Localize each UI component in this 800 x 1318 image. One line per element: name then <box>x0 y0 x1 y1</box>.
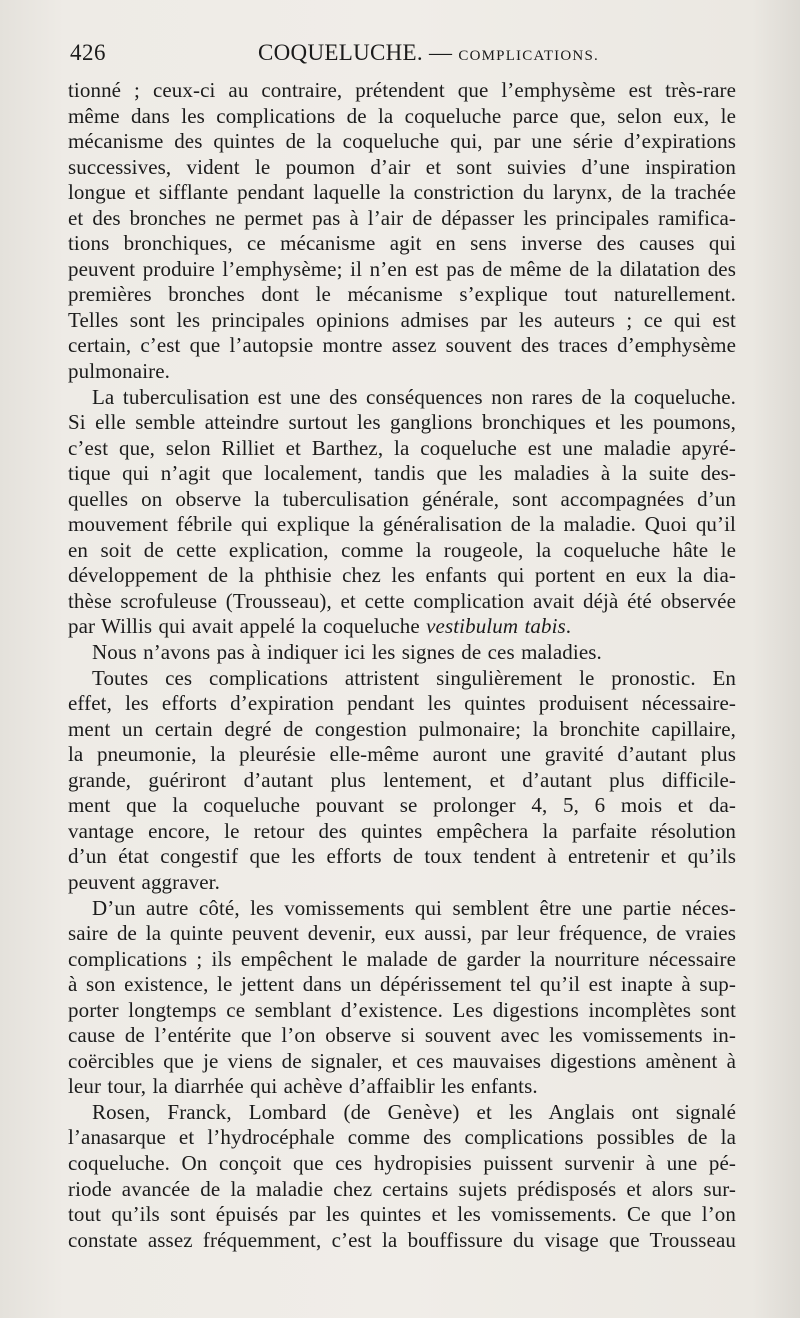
text-line <box>68 104 736 130</box>
text-line-content: cause de l’entérite que l’on observe si souvent avec les vomissements in- <box>68 1023 736 1048</box>
text-line-content: peuvent produire l’emphysème; il n’en est pas de même de la dilatation des <box>68 256 736 281</box>
text-line <box>68 333 736 359</box>
text-line <box>68 691 736 717</box>
text-line <box>68 257 736 283</box>
text-line-content: peuvent aggraver. <box>68 869 220 894</box>
text-line <box>68 155 736 181</box>
text-line-content: porter longtemps ce semblant d’existence. Les digestions incomplètes sont <box>68 997 736 1022</box>
text-line-content: la pneumonie, la pleurésie elle-même auront une gravité d’autant plus <box>68 742 736 767</box>
text-line <box>68 359 736 385</box>
text-line-content: certain, c’est que l’autopsie montre assez souvent des traces d’emphysème <box>68 333 736 358</box>
text-line <box>68 1125 736 1151</box>
text-line-content: Rosen, Franck, Lombard (de Genève) et les Anglais ont signalé <box>92 1099 736 1124</box>
running-head-section: COMPLICATIONS. <box>458 48 599 64</box>
text-line-content: ment que la coqueluche pouvant se prolonger 4, 5, 6 mois et da- <box>68 793 736 818</box>
text-line-content: tique qui n’agit que localement, tandis que les maladies à la suite des- <box>68 461 736 486</box>
text-line-content: même dans les complications de la coqueluche parce que, selon eux, le <box>68 103 736 128</box>
text-line-content: complications ; ils empêchent le malade de garder la nourriture nécessaire <box>68 946 736 971</box>
text-line <box>68 282 736 308</box>
text-line <box>68 436 736 462</box>
text-line-content: leur tour, la diarrhée qui achève d’affaiblir les enfants. <box>68 1074 538 1099</box>
text-line-content: constate assez fréquemment, c’est la bouffissure du visage que Trousseau <box>68 1227 736 1252</box>
text-line <box>68 589 736 615</box>
text-line <box>68 896 736 922</box>
text-line-content: thèse scrofuleuse (Trousseau), et cette complication avait déjà été observée <box>68 588 736 613</box>
text-line <box>68 921 736 947</box>
text-line <box>68 793 736 819</box>
text-line-content: Nous n’avons pas à indiquer ici les signes de ces maladies. <box>92 640 602 665</box>
text-line <box>68 640 736 666</box>
text-line <box>68 844 736 870</box>
text-line-content: tions bronchiques, ce mécanisme agit en sens inverse des causes qui <box>68 231 736 256</box>
text-line-content: coërcibles que je viens de signaler, et ces mauvaises digestions amènent à <box>68 1048 736 1073</box>
text-line <box>68 1074 736 1100</box>
text-line-content: La tuberculisation est une des conséquences non rares de la coqueluche. <box>92 384 736 409</box>
text-line <box>68 614 736 640</box>
text-line <box>68 461 736 487</box>
text-line <box>68 1202 736 1228</box>
text-line-content: D’un autre côté, les vomissements qui semblent être une partie néces- <box>92 895 736 920</box>
text-line <box>68 972 736 998</box>
running-head-separator: — <box>429 40 453 65</box>
italic-term: vestibulum tabis <box>426 614 566 639</box>
text-line <box>68 717 736 743</box>
text-line-content: d’un état congestif que les efforts de toux tendent à entretenir et qu’ils <box>68 844 736 869</box>
text-line-content: tionné ; ceux-ci au contraire, prétendent que l’emphysème est très-rare <box>68 78 736 102</box>
text-line <box>68 1228 736 1254</box>
text-line <box>68 78 736 104</box>
text-line <box>68 487 736 513</box>
page-number: 426 <box>70 40 106 65</box>
text-line <box>68 206 736 232</box>
text-line-content: coqueluche. On conçoit que ces hydropisies puissent survenir à une pé- <box>68 1150 736 1175</box>
page-header <box>68 40 740 70</box>
text-line-content: effet, les efforts d’expiration pendant les quintes produisent nécessaire- <box>68 691 736 716</box>
text-line <box>68 231 736 257</box>
text-line <box>68 308 736 334</box>
text-line <box>68 819 736 845</box>
text-line <box>68 512 736 538</box>
text-line-content: en soit de cette explication, comme la rougeole, la coqueluche hâte le <box>68 537 736 562</box>
text-line-content: à son existence, le jettent dans un dépérissement tel qu’il est inapte à sup- <box>68 972 736 997</box>
text-line <box>68 947 736 973</box>
text-line-content: grande, guériront d’autant plus lentement, et d’autant plus difficile- <box>68 767 736 792</box>
text-line <box>68 870 736 896</box>
text-line-content: premières bronches dont le mécanisme s’explique tout naturellement. <box>68 282 736 307</box>
text-line-content: Telles sont les principales opinions admises par les auteurs ; ce qui est <box>68 307 736 332</box>
running-head <box>258 40 599 66</box>
text-line <box>68 1049 736 1075</box>
text-line <box>68 1151 736 1177</box>
text-line-content: et des bronches ne permet pas à l’air de dépasser les principales ramifica- <box>68 205 736 230</box>
text-line-content: ment un certain degré de congestion pulmonaire; la bronchite capillaire, <box>68 716 736 741</box>
text-line-content: successives, vident le poumon d’air et sont suivies d’une inspiration <box>68 154 736 179</box>
text-line-content: riode avancée de la maladie chez certains sujets prédisposés et alors sur- <box>68 1176 736 1201</box>
text-line <box>68 666 736 692</box>
text-line <box>68 563 736 589</box>
text-line-content: longue et sifflante pendant laquelle la constriction du larynx, de la trachée <box>68 180 736 205</box>
text-line-content: l’anasarque et l’hydrocéphale comme des complications possibles de la <box>68 1125 736 1150</box>
text-line-content: c’est que, selon Rilliet et Barthez, la coqueluche est une maladie apyré- <box>68 435 736 460</box>
text-line-content: par Willis qui avait appelé la coqueluche <box>68 614 420 639</box>
text-line <box>68 768 736 794</box>
text-line-content: quelles on observe la tuberculisation générale, sont accompagnées d’un <box>68 486 736 511</box>
text-line-content: développement de la phthisie chez les enfants qui portent en eux la dia- <box>68 563 736 588</box>
text-line-content: Toutes ces complications attristent singulièrement le pronostic. En <box>92 665 736 690</box>
text-line-tail: . <box>565 614 572 639</box>
text-line <box>68 742 736 768</box>
text-line-content: mouvement fébrile qui explique la généralisation de la maladie. Quoi qu’il <box>68 512 736 537</box>
text-line <box>68 180 736 206</box>
text-line <box>68 1023 736 1049</box>
text-line <box>68 538 736 564</box>
text-line <box>68 385 736 411</box>
body-text <box>68 78 736 1253</box>
text-line-content: pulmonaire. <box>68 359 170 384</box>
text-line-content: mécanisme des quintes de la coqueluche qui, par une série d’expirations <box>68 129 736 154</box>
text-line-content: tout qu’ils sont épuisés par les quintes et les vomissements. Ce que l’on <box>68 1202 736 1227</box>
text-line <box>68 410 736 436</box>
text-line <box>68 129 736 155</box>
text-line-content: Si elle semble atteindre surtout les ganglions bronchiques et les poumons, <box>68 410 736 435</box>
text-line <box>68 998 736 1024</box>
text-line-content: saire de la quinte peuvent devenir, eux aussi, par leur fréquence, de vraies <box>68 921 736 946</box>
text-line <box>68 1100 736 1126</box>
text-line <box>68 1177 736 1203</box>
text-line-content: vantage encore, le retour des quintes empêchera la parfaite résolution <box>68 818 736 843</box>
running-head-title: COQUELUCHE. <box>258 40 423 65</box>
